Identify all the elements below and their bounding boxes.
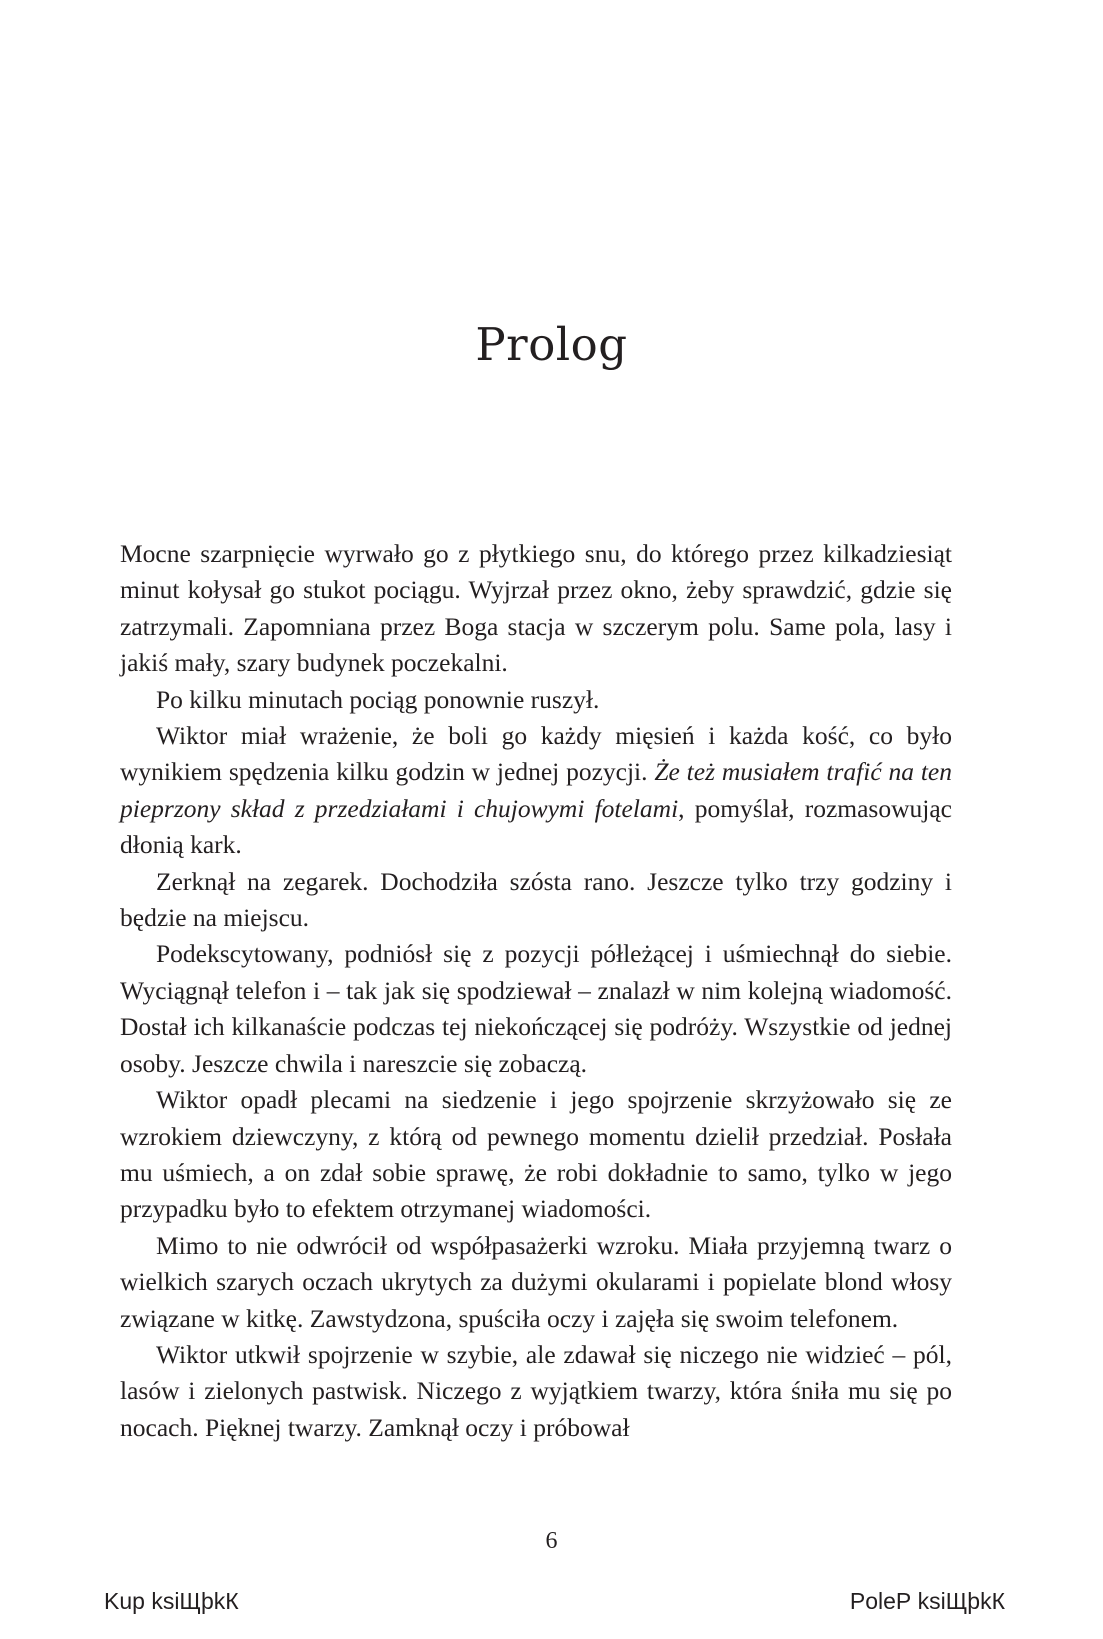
paragraph	[120, 936, 952, 1082]
text-segment: Po kilku minutach pociąg ponownie ruszył.	[156, 684, 600, 714]
text-segment: Wiktor opadł plecami na siedzenie i jego spojrzenie skrzyżowało się ze wzrokiem dziewczyny, z którą od pewnego momentu dzielił przedział. Posłała mu uśmiech, a on zdał sobie sprawę, że robi dokładnie to samo, tylko w jego przypadku było to efektem otrzymanej wiadomości.	[120, 1085, 952, 1224]
paragraph	[120, 864, 952, 937]
buy-book-link[interactable]: Kup ksiЩϸkК	[104, 1588, 239, 1614]
page-number: 6	[545, 1528, 558, 1554]
paragraph	[120, 1228, 952, 1337]
italic-thought: Że też musiałem trafić na ten pieprzony skład z przedziałami i chujowymi fotelami	[120, 757, 952, 823]
recommend-book-link[interactable]: PoleР ksiЩϸkК	[849, 1588, 1005, 1614]
text-segment: Mimo to nie odwrócił od współpasażerki wzroku. Miała przyjemną twarz o wielkich szarych oczach ukrytych za dużymi okularami i popielate blond włosy związane w kitkę. Zawstydzona, spuściła oczy i zajęła się swoim telefonem.	[120, 1230, 952, 1333]
paragraph	[120, 682, 952, 718]
paragraph	[120, 718, 952, 864]
chapter-title: Prolog	[475, 318, 628, 371]
text-segment: Wiktor utkwił spojrzenie w szybie, ale zdawał się niczego nie widzieć – pól, lasów i zielonych pastwisk. Niczego z wyjątkiem twarzy, która śniła mu się po nocach. Pięknej twarzy. Zamknął oczy i próbował	[120, 1339, 952, 1442]
paragraph	[120, 1337, 952, 1446]
text-segment: Zerknął na zegarek. Dochodziła szósta rano. Jeszcze tylko trzy godziny i będzie na miejscu.	[120, 866, 952, 933]
body-text	[120, 536, 952, 1446]
text-segment: Podekscytowany, podniósł się z pozycji półleżącej i uśmiechnął do siebie. Wyciągnął telefon i – tak jak się spodziewał – znalazł w nim kolejną wiadomość. Dostał ich kilkanaście podczas tej niekończącej się podróży. Wszystkie od jednej osoby. Jeszcze chwila i nareszcie się zobaczą.	[120, 939, 952, 1078]
text-segment: Mocne szarpnięcie wyrwało go z płytkiego snu, do którego przez kilkadziesiąt minut kołysał go stukot pociągu. Wyjrzał przez okno, żeby sprawdzić, gdzie się zatrzymali. Zapomniana przez Boga stacja w szczerym polu. Same pola, lasy i jakiś mały, szary budynek poczekalni.	[120, 539, 952, 678]
paragraph	[120, 536, 952, 682]
paragraph	[120, 1082, 952, 1228]
text-segment: Wiktor miał wrażenie, że boli go każdy mięsień i każda kość, co było wynikiem spędzenia kilku godzin w jednej pozycji.	[120, 721, 952, 787]
text-segment: , pomyślał, rozmasowując dłonią kark.	[120, 793, 952, 860]
